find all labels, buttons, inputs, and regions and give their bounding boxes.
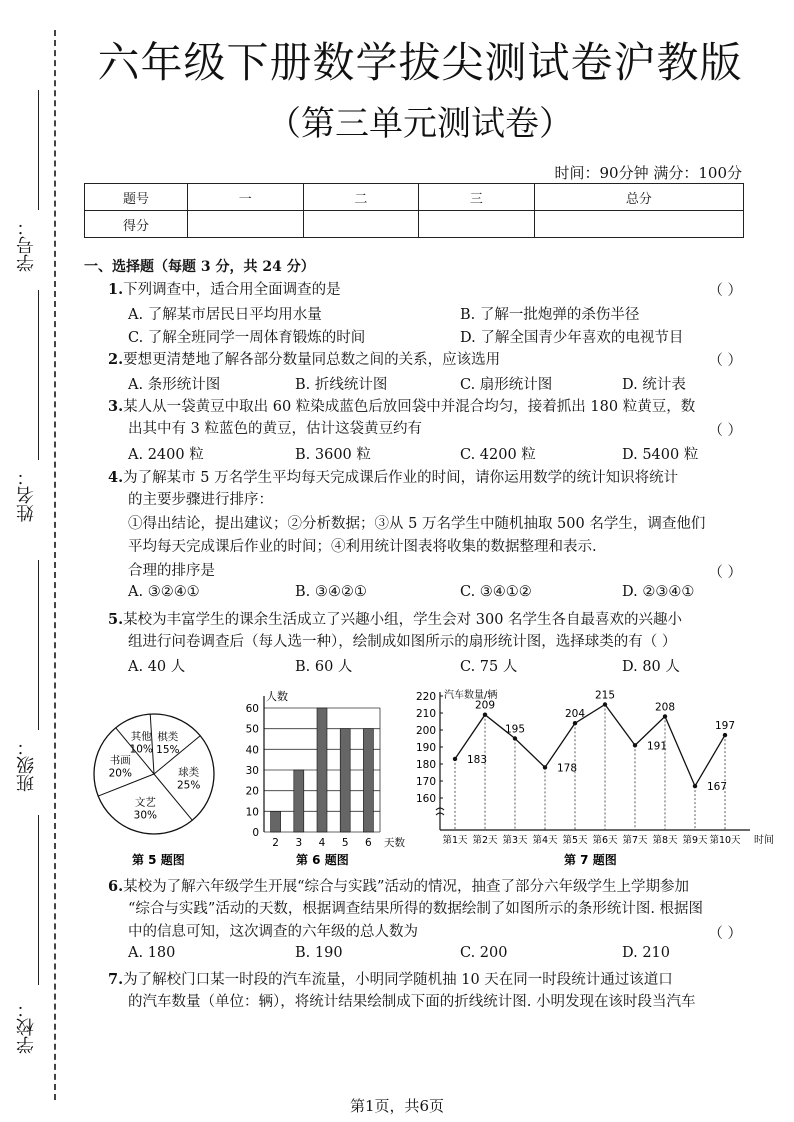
score-table-score-row — [85, 211, 744, 238]
question-number: 7. — [108, 971, 124, 988]
line-x-tick: 第8天 — [652, 835, 678, 846]
line-data-label: 195 — [504, 723, 526, 736]
option-a: A. 40 人 — [128, 659, 186, 675]
bar-2 — [271, 811, 281, 832]
question-number: 6. — [108, 878, 124, 895]
option-b: B. 了解一批炮弹的杀伤半径 — [460, 307, 640, 323]
bar-5 — [340, 729, 350, 832]
option-b: B. 折线统计图 — [295, 377, 388, 393]
bar-x-tick: 5 — [341, 837, 349, 849]
score-cell: 三 — [419, 184, 535, 211]
line-y-tick: 190 — [415, 742, 436, 754]
pie-slice-value: 20% — [108, 767, 132, 780]
line-point — [513, 736, 517, 740]
line-x-tick: 第10天 — [709, 835, 741, 846]
name-line — [38, 290, 39, 460]
pie-slice-value: 30% — [133, 809, 158, 822]
question-number: 4. — [108, 469, 124, 486]
line-x-tick: 第6天 — [592, 835, 618, 846]
question-text: 某校为丰富学生的课余生活成立了兴趣小组，学生会对 300 名学生各自最喜欢的兴趣小 — [123, 612, 683, 628]
option-c: C. ③④①② — [460, 584, 532, 600]
figure-caption-7: 第 7 题图 — [564, 853, 617, 867]
question-text: 要想更清楚地了解各部分数量同总数之间的关系，应该选用 — [123, 352, 501, 368]
option-d: D. 210 — [622, 945, 671, 961]
pie-slice-value: 10% — [129, 743, 153, 756]
line-y-tick: 210 — [415, 708, 436, 720]
option-a: A. 了解某市居民日平均用水量 — [128, 307, 322, 323]
option-b: B. 190 — [295, 945, 343, 961]
bar-y-label: 人数 — [266, 690, 288, 703]
line-x-label: 时间 — [754, 835, 774, 846]
question-1 — [108, 278, 341, 302]
score-input-cell[interactable] — [419, 211, 535, 238]
question-number: 2. — [108, 351, 124, 368]
question-7 — [108, 968, 673, 992]
line-point — [483, 713, 487, 717]
answer-blank[interactable]: （ ） — [708, 423, 742, 439]
bar-x-label: 天数 — [384, 837, 405, 849]
question-text-cont: 中的信息可知，这次调查的六年级的总人数为 — [128, 924, 418, 940]
line-data-label: 208 — [654, 701, 676, 714]
option-c: C. 扇形统计图 — [460, 377, 553, 393]
line-data-label: 183 — [467, 753, 488, 766]
option-a: A. 2400 粒 — [128, 447, 204, 463]
question-text: 为了解某市 5 万名学生平均每天完成课后作业的时间，请你运用数学的统计知识将统计 — [123, 470, 679, 486]
line-x-tick: 第7天 — [622, 835, 648, 846]
answer-blank[interactable]: （ ） — [708, 565, 742, 581]
score-cell: 得分 — [85, 211, 188, 238]
bar-y-tick: 40 — [245, 744, 259, 757]
score-cell: 题号 — [85, 184, 188, 211]
page-title: 六年级下册数学拔尖测试卷沪教版 — [97, 38, 743, 87]
line-point — [573, 721, 577, 725]
option-d: D. ②③④① — [622, 584, 695, 600]
bar-y-tick: 60 — [245, 703, 259, 715]
option-a: A. ③②④① — [128, 584, 200, 600]
bar-y-tick: 30 — [245, 765, 259, 777]
line-chart — [416, 688, 774, 846]
question-text: 某校为了解六年级学生开展“综合与实践”活动的情况，抽查了部分六年级学生上学期参加 — [123, 879, 689, 895]
line-point — [663, 714, 667, 718]
line-series — [455, 705, 725, 787]
option-a: A. 条形统计图 — [128, 377, 221, 393]
name-label: 姓名： — [16, 468, 37, 522]
question-text-cont: ①得出结论，提出建议；②分析数据；③从 5 万名学生中随机抽取 500 名学生，调查他们 — [128, 516, 706, 532]
line-point — [603, 702, 607, 706]
score-cell: 总分 — [534, 184, 743, 211]
class-label: 班级： — [16, 738, 37, 792]
bar-y-tick: 10 — [245, 806, 259, 819]
question-text-cont: “综合与实践”活动的天数，根据调查结果所得的数据绘制了如图所示的条形统计图. 根据图 — [128, 901, 704, 917]
pie-slice-label: 其他 — [130, 730, 152, 743]
line-data-label: 209 — [474, 699, 496, 712]
pie-slice-label: 棋类 — [157, 731, 179, 744]
line-data-label: 167 — [707, 781, 728, 794]
bar-6 — [363, 729, 373, 832]
option-c: C. 75 人 — [460, 659, 518, 675]
bar-y-tick: 0 — [252, 827, 259, 839]
line-y-tick: 220 — [415, 691, 436, 703]
option-c: C. 了解全班同学一周体育锻炼的时间 — [128, 330, 366, 346]
bar-x-tick: 2 — [272, 837, 279, 849]
score-table-header-row — [85, 184, 744, 211]
bar-y-tick: 20 — [245, 785, 259, 798]
class-line — [38, 560, 39, 730]
score-input-cell[interactable] — [534, 211, 743, 238]
score-cell: 一 — [188, 184, 304, 211]
question-text: 某人从一袋黄豆中取出 60 粒染成蓝色后放回袋中并混合均匀，接着抓出 180 粒黄豆，数 — [123, 399, 696, 415]
question-text-cont: 出其中有 3 粒蓝色的黄豆，估计这袋黄豆约有 — [128, 421, 422, 437]
page-footer: 第1页，共6页 — [349, 1097, 445, 1115]
page-subtitle: （第三单元测试卷） — [267, 104, 573, 144]
score-table — [84, 183, 744, 238]
pie-slice-label: 书画 — [109, 754, 131, 767]
answer-blank[interactable]: （ ） — [708, 926, 742, 942]
question-number: 1. — [108, 281, 124, 298]
exam-meta: 时间：90分钟 满分：100分 — [554, 164, 742, 182]
student-id-label: 学号： — [16, 218, 37, 272]
answer-blank[interactable]: （ ） — [708, 283, 742, 299]
question-text-cont: 合理的排序是 — [128, 563, 215, 579]
line-point — [633, 743, 637, 747]
score-cell: 二 — [303, 184, 419, 211]
line-point — [723, 733, 727, 737]
line-x-tick: 第3天 — [502, 835, 528, 846]
bar-3 — [294, 770, 304, 832]
pie-slice-label: 文艺 — [134, 796, 156, 809]
line-x-tick: 第1天 — [442, 835, 468, 846]
line-x-tick: 第2天 — [472, 835, 498, 846]
score-input-cell[interactable] — [303, 211, 419, 238]
question-text-cont: 的主要步骤进行排序： — [128, 492, 273, 508]
line-point — [453, 757, 457, 761]
pie-chart — [94, 714, 214, 834]
bar-x-tick: 6 — [365, 837, 372, 849]
line-y-tick: 170 — [415, 776, 436, 788]
question-number: 3. — [108, 398, 124, 415]
option-b: B. ③④②① — [295, 584, 367, 600]
answer-blank[interactable]: （ ） — [708, 353, 742, 369]
figures-svg — [84, 688, 774, 873]
line-data-label: 178 — [557, 762, 578, 775]
question-4 — [108, 466, 678, 490]
line-x-tick: 第9天 — [682, 835, 708, 846]
score-input-cell[interactable] — [188, 211, 304, 238]
option-d: D. 80 人 — [622, 659, 680, 675]
line-y-tick: 160 — [415, 793, 436, 805]
student-id-line — [38, 90, 39, 210]
line-y-tick: 200 — [415, 725, 436, 737]
line-data-label: 191 — [647, 740, 668, 753]
school-label: 学校： — [16, 1000, 37, 1054]
option-b: B. 3600 粒 — [295, 447, 371, 463]
bar-chart — [246, 689, 406, 849]
question-text-cont: 组进行问卷调查后（每人选一种），绘制成如图所示的扇形统计图，选择球类的有（ ） — [128, 634, 677, 650]
question-5 — [108, 608, 682, 632]
option-c: C. 200 — [460, 945, 508, 961]
question-text-cont: 平均每天完成课后作业的时间；④利用统计图表将收集的数据整理和表示. — [128, 539, 597, 555]
option-d: D. 统计表 — [622, 377, 686, 393]
question-3 — [108, 395, 695, 419]
figure-caption-6: 第 6 题图 — [296, 853, 349, 867]
line-data-label: 215 — [594, 689, 616, 702]
line-point — [543, 765, 547, 769]
line-data-label: 197 — [714, 720, 736, 733]
line-point — [693, 784, 697, 788]
question-text: 下列调查中，适合用全面调查的是 — [123, 282, 341, 298]
option-d: D. 了解全国青少年喜欢的电视节目 — [460, 330, 684, 346]
binding-dashed-line — [54, 30, 56, 1100]
bar-4 — [317, 708, 327, 832]
bar-x-tick: 4 — [318, 837, 326, 849]
section-title: 一、选择题（每题 3 分，共 24 分） — [84, 259, 315, 275]
question-text: 为了解校门口某一时段的汽车流量，小明同学随机抽 10 天在同一时段统计通过该道口 — [123, 972, 673, 988]
pie-slice-label: 球类 — [178, 766, 200, 779]
bar-x-tick: 3 — [295, 837, 303, 849]
line-y-tick: 180 — [415, 759, 436, 771]
pie-slice-value: 15% — [156, 744, 180, 757]
question-number: 5. — [108, 611, 124, 628]
pie-slice-value: 25% — [176, 779, 201, 792]
question-2 — [108, 348, 500, 372]
figure-caption-5: 第 5 题图 — [132, 853, 185, 867]
line-x-tick: 第5天 — [562, 835, 588, 846]
school-line — [38, 815, 39, 985]
line-data-label: 204 — [564, 708, 586, 721]
question-text-cont: 的汽车数量（单位：辆），将统计结果绘制成下面的折线统计图. 小明发现在该时段当汽车 — [128, 994, 696, 1010]
option-d: D. 5400 粒 — [622, 447, 699, 463]
bar-y-tick: 50 — [245, 723, 259, 736]
option-c: C. 4200 粒 — [460, 447, 536, 463]
option-b: B. 60 人 — [295, 659, 353, 675]
line-x-tick: 第4天 — [532, 835, 558, 846]
option-a: A. 180 — [128, 945, 176, 961]
question-6 — [108, 875, 689, 899]
line-y-label: 汽车数量/辆 — [444, 690, 498, 701]
